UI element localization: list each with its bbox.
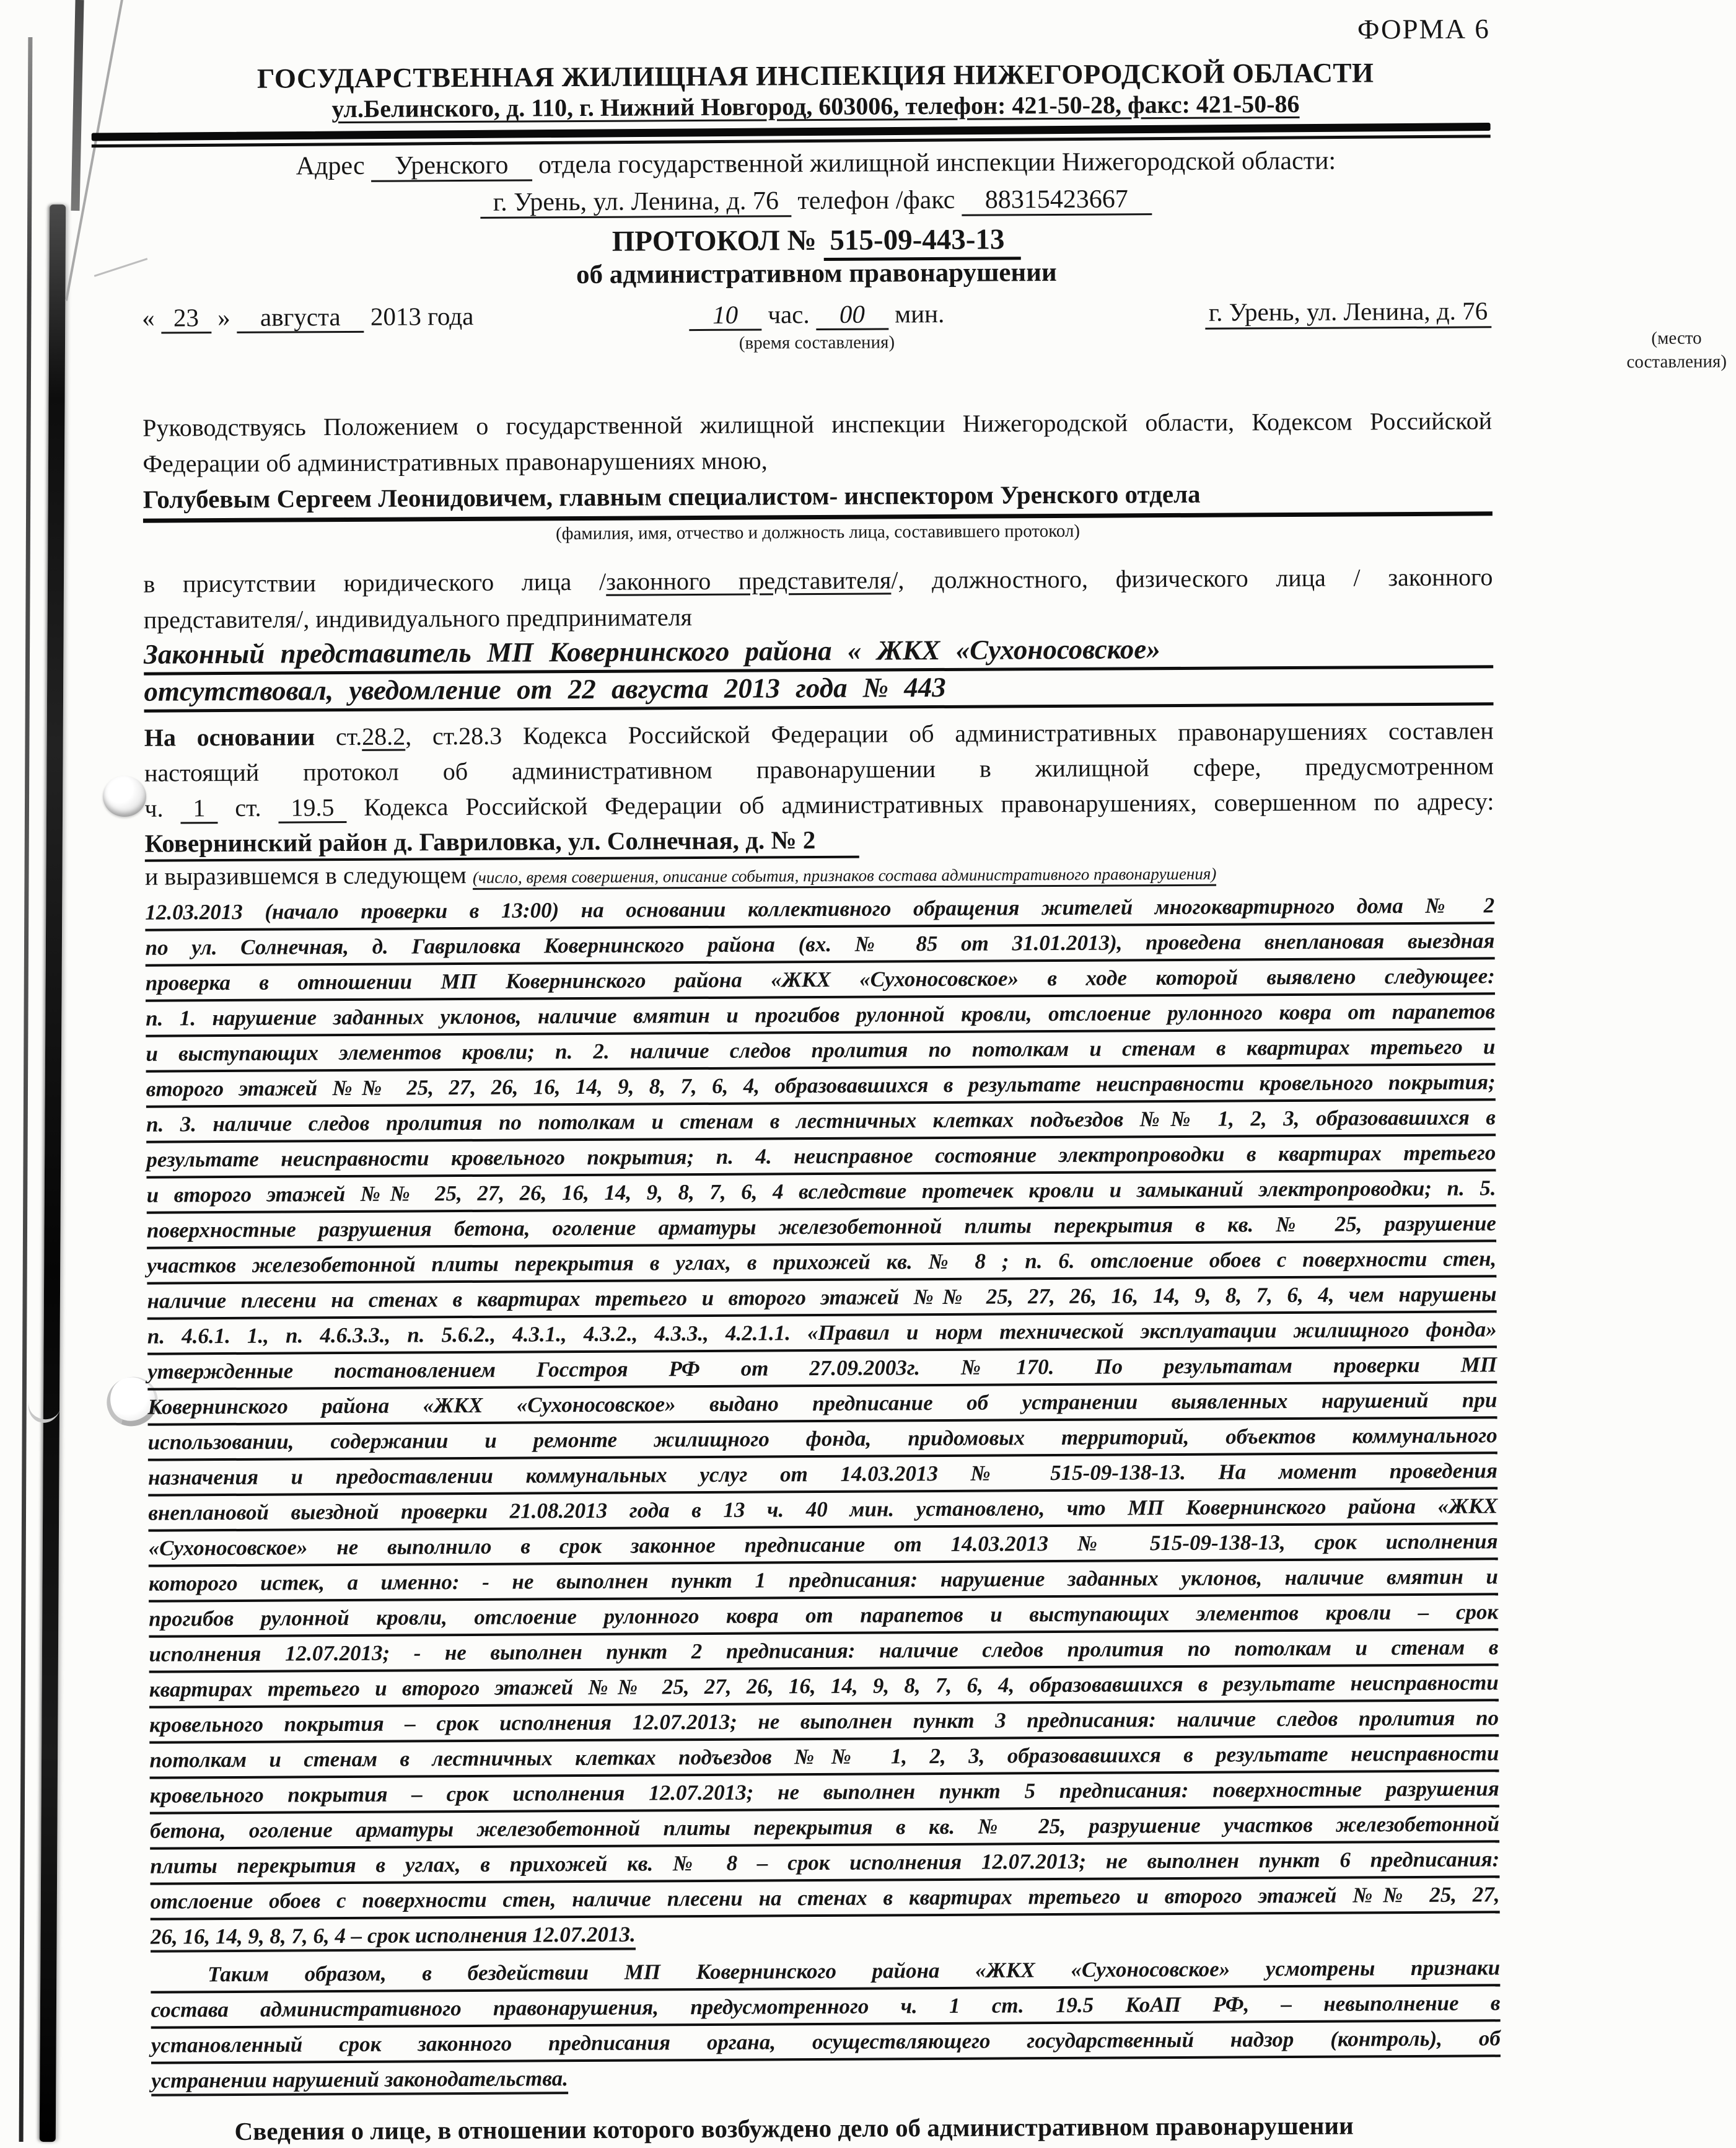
presence-underlined: законного представителя	[606, 566, 892, 596]
protocol-time	[628, 296, 1006, 332]
violation-line: прогибов рулонной кровли, отслоение рулонного ковра от парапетов и выступающих элементов кровли – срок	[149, 1595, 1498, 1637]
conclusion-line: устранении нарушений законодательства.	[151, 2066, 569, 2093]
basis-bold-lead: На основании	[144, 723, 315, 752]
date-day-blank: 23	[161, 303, 211, 333]
protocol-title-label: ПРОТОКОЛ №	[612, 224, 817, 258]
violation-line: 26, 16, 14, 9, 8, 7, 6, 4 – срок исполнения 12.07.2013.	[150, 1922, 636, 1949]
presence-pre: в присутствии юридического лица /	[143, 567, 607, 598]
document-content	[141, 0, 1727, 2148]
basis-line-2: настоящий протокол об административном правонарушении в жилищной сфере, предусмотренном	[144, 752, 1494, 787]
representative-line-2: отсутствовал, уведомление от 22 августа 2013 года № 443	[144, 668, 1493, 712]
violation-line: квартирах третьего и второго этажей №№ 25, 27, 26, 16, 14, 9, 8, 7, 6, 4, образовавшихся в результате неисправности	[149, 1666, 1499, 1708]
office-phone-label: телефон /факс	[797, 185, 955, 216]
violation-details	[145, 889, 1500, 1955]
protocol-number: 515-09-443-13	[823, 223, 1020, 261]
time-minute-label: мин.	[895, 299, 945, 328]
described-lead-line	[145, 854, 1494, 893]
scan-edge-streak	[40, 205, 66, 2142]
place-blank: г. Урень, ул. Ленина, д. 76	[1205, 296, 1491, 329]
violation-line: бетона, оголение арматуры железобетонной плиты перекрытия в кв. № 25, разрушение участков железобетонной	[150, 1807, 1499, 1849]
basis-line-1-rest: , ст.28.3 Кодекса Российской Федерации об административных правонарушениях составлен	[405, 716, 1494, 750]
violation-line: п. 1. нарушение заданных уклонов, наличие вмятин и прогибов рулонной кровли, отслоение рулонного ковра от парапетов	[146, 995, 1495, 1037]
protocol-place	[1006, 294, 1491, 330]
violation-line: использовании, содержании и ремонте жилищного фонда, придомовых территорий, объектов коммунального	[148, 1419, 1497, 1461]
officer-name-line: Голубевым Сергеем Леонидовичем, главным специалистом- инспектором Уренского отдела	[143, 476, 1493, 522]
described-caption: (число, время совершения, описание события, признаков состава административного правонарушения)	[473, 865, 1217, 890]
office-address-line	[141, 144, 1491, 183]
violation-line: которого истек, а именно: - не выполнен пункт 1 предписания: нарушение заданных уклонов, наличие вмятин и	[149, 1560, 1498, 1602]
violation-line: участков железобетонной плиты перекрытия в углах, в прихожей кв. № 8 ; п. 6. отслоение обоев с поверхности стен,	[147, 1242, 1496, 1284]
violation-line: проверка в отношении МП Ковернинского района «ЖКХ «Сухоносовское» в ходе которой выявлено следующее:	[146, 959, 1495, 1001]
basis-article-number-blank: 19.5	[278, 793, 346, 824]
basis-art-prefix: ст.	[335, 722, 362, 751]
caption-spacer	[142, 332, 628, 382]
intro-line-1: Руководствуясь Положением о государственной жилищной инспекции Нижегородской области, Кодексом Российской	[142, 407, 1493, 442]
office-branch-blank: Уренского	[371, 151, 532, 182]
conclusion-line: установленный срок законного предписания органа, осуществляющего государственный надзор (контроль), об	[151, 2022, 1501, 2064]
conclusion-line: Таким образом, в бездействии МП Ковернинского района «ЖКХ «Сухоносовское» усмотрены признаки	[151, 1951, 1500, 1993]
basis-article-1: 28.2	[362, 722, 406, 750]
described-lead: и выразившемся в следующем	[144, 860, 467, 891]
violation-line: Ковернинского района «ЖКХ «Сухоносовское» выдано предписание об устранении выявленных нарушений при	[147, 1383, 1497, 1425]
office-street-blank: г. Урень, ул. Ленина, д. 76	[481, 187, 791, 219]
next-section-heading: Сведения о лице, в отношении которого возбуждено дело об административном правонарушении	[234, 2111, 1354, 2146]
violation-line: второго этажей №№ 25, 27, 26, 16, 14, 9, 8, 7, 6, 4, образовавшихся в результате неисправности кровельного покрытия;	[146, 1065, 1496, 1107]
violation-line: 12.03.2013 (начало проверки в 13:00) на основании коллективного обращения жителей многоквартирного дома № 2	[145, 889, 1494, 931]
basis-line-3-rest: Кодекса Российской Федерации об административных правонарушениях, совершенном по адресу:	[364, 787, 1494, 821]
form-number-label: ФОРМА 6	[1357, 13, 1490, 45]
office-prefix: Адрес	[296, 151, 365, 181]
basis-article-label: ст.	[235, 793, 261, 822]
presence-line-1	[143, 559, 1493, 602]
violation-line: наличие плесени на стенах в квартирах третьего и второго этажей №№ 25, 27, 26, 16, 14, 9, 8, 7, 6, 4, чем нарушены	[147, 1277, 1496, 1319]
violation-line: и выступающих элементов кровли; п. 2. наличие следов пролития по потолкам и стенам в квартирах третьего и	[146, 1030, 1495, 1072]
violation-line: отслоение обоев с поверхности стен, наличие плесени на стенах в квартирах третьего и второго этажей №№ 25, 27,	[150, 1878, 1499, 1920]
violation-line: «Сухоносовское» не выполнило в срок законное предписание от 14.03.2013 № 515-09-138-13, срок исполнения	[148, 1525, 1497, 1567]
header-divider	[92, 124, 1491, 146]
page-fold-mark	[94, 258, 148, 277]
office-suffix: отдела государственной жилищной инспекции Нижегородской области:	[538, 146, 1336, 180]
paper-dent-mark	[103, 776, 146, 817]
violation-line: утвержденные постановлением Госстроя РФ от 27.09.2003г. №170. По результатам проверки МП	[147, 1348, 1497, 1390]
violation-line: потолкам и стенам в лестничных клетках подъездов №№ 1, 2, 3, образовавшихся в результате неисправности	[149, 1736, 1499, 1779]
violation-line: п. 4.6.1. 1., п. 4.6.3.3., п. 5.6.2., 4.3.1., 4.3.2., 4.3.3., 4.2.1.1. «Правил и норм технической эксплуатации жилищного фонда»	[147, 1313, 1497, 1355]
time-minute-blank: 00	[816, 299, 888, 330]
violation-address: Ковернинский район д. Гавриловка, ул. Солнечная, д. № 2	[145, 825, 859, 862]
conclusion-paragraph	[151, 1951, 1501, 2099]
violation-line: поверхностные разрушения бетона, оголение арматуры железобетонной плиты перекрытия в кв. № 25, разрушение	[147, 1207, 1496, 1249]
violation-line: назначения и предоставлении коммунальных услуг от 14.03.2013 № 515-09-138-13. На момент проведения	[148, 1454, 1497, 1496]
presence-line-2: представителя/, индивидуального предпринимателя	[143, 603, 693, 634]
scan-edge-streak-top	[71, 0, 84, 211]
time-hour-blank: 10	[689, 300, 761, 331]
intro-line-2: Федерации об административных правонарушениях мною,	[142, 446, 768, 478]
scan-edge-streak-thin	[19, 37, 33, 2142]
violation-line: п. 3. наличие следов пролития по потолкам и стенам в лестничных клетках подъездов №№ 1, 2, 3, образовавшихся в	[146, 1101, 1496, 1143]
protocol-subtitle: об административном правонарушении	[576, 257, 1057, 290]
officer-caption: (фамилия, имя, отчество и должность лица, составившего протокол)	[555, 521, 1081, 544]
violation-line: по ул. Солнечная, д. Гавриловка Ковернинского района (вх. № 85 от 31.01.2013), проведена внеплановая выездная	[145, 924, 1494, 966]
time-caption: (время составления)	[739, 332, 895, 353]
date-year: 2013 года	[370, 301, 474, 331]
organization-address: ул.Белинского, д. 110, г. Нижний Новгород, 603006, телефон: 421-50-28, факс: 421-50-86	[331, 89, 1300, 123]
place-caption: (место составления)	[1626, 328, 1727, 372]
violation-line: результате неисправности кровельного покрытия; п. 4. неисправное состояние электропроводки в квартирах третьего	[146, 1136, 1496, 1178]
violation-line: кровельного покрытия – срок исполнения 12.07.2013; не выполнен пункт 3 предписания: наличие следов пролития по	[149, 1701, 1499, 1743]
quote-close: »	[217, 302, 230, 332]
protocol-date	[142, 299, 628, 335]
violation-line: исполнения 12.07.2013; - не выполнен пункт 2 предписания: наличие следов пролития по потолкам и стенам в	[149, 1631, 1498, 1673]
violation-line: внеплановой выездной проверки 21.08.2013 года в 13 ч. 40 мин. установлено, что МП Ковернинского района «ЖКХ	[148, 1489, 1497, 1531]
office-phone-blank: 88315423667	[962, 185, 1152, 216]
organization-name: ГОСУДАРСТВЕННАЯ ЖИЛИЩНАЯ ИНСПЕКЦИЯ НИЖЕГОРОДСКОЙ ОБЛАСТИ	[256, 57, 1374, 94]
office-contact-line	[141, 181, 1491, 220]
representative-line-1: Законный представитель МП Ковернинского района « ЖКХ «Сухоносовское»	[144, 631, 1493, 675]
violation-line: кровельного покрытия – срок исполнения 12.07.2013; не выполнен пункт 5 предписания: поверхностные разрушения	[150, 1772, 1499, 1814]
field-captions-row	[142, 327, 1727, 381]
legal-basis-paragraph	[144, 713, 1494, 893]
violation-line: плиты перекрытия в углах, в прихожей кв. № 8 – срок исполнения 12.07.2013; не выполнен пункт 6 предписания:	[150, 1842, 1499, 1885]
basis-line-3	[144, 783, 1494, 825]
basis-part-number-blank: 1	[180, 794, 217, 824]
presence-post: /, должностного, физического лица / законного	[891, 563, 1493, 594]
time-hour-label: час.	[768, 300, 810, 329]
violation-line: и второго этажей №№ 25, 27, 26, 16, 14, 9, 8, 7, 6, 4 вследствие протечек кровли и замыканий электропроводки; п. 5.	[147, 1171, 1496, 1213]
basis-part: ч.	[144, 794, 164, 822]
quote-open: «	[142, 303, 155, 332]
conclusion-line: состава административного правонарушения, предусмотренного ч. 1 ст. 19.5 КоАП РФ, – невыполнение в	[151, 1986, 1500, 2028]
date-month-blank: августа	[237, 302, 364, 333]
